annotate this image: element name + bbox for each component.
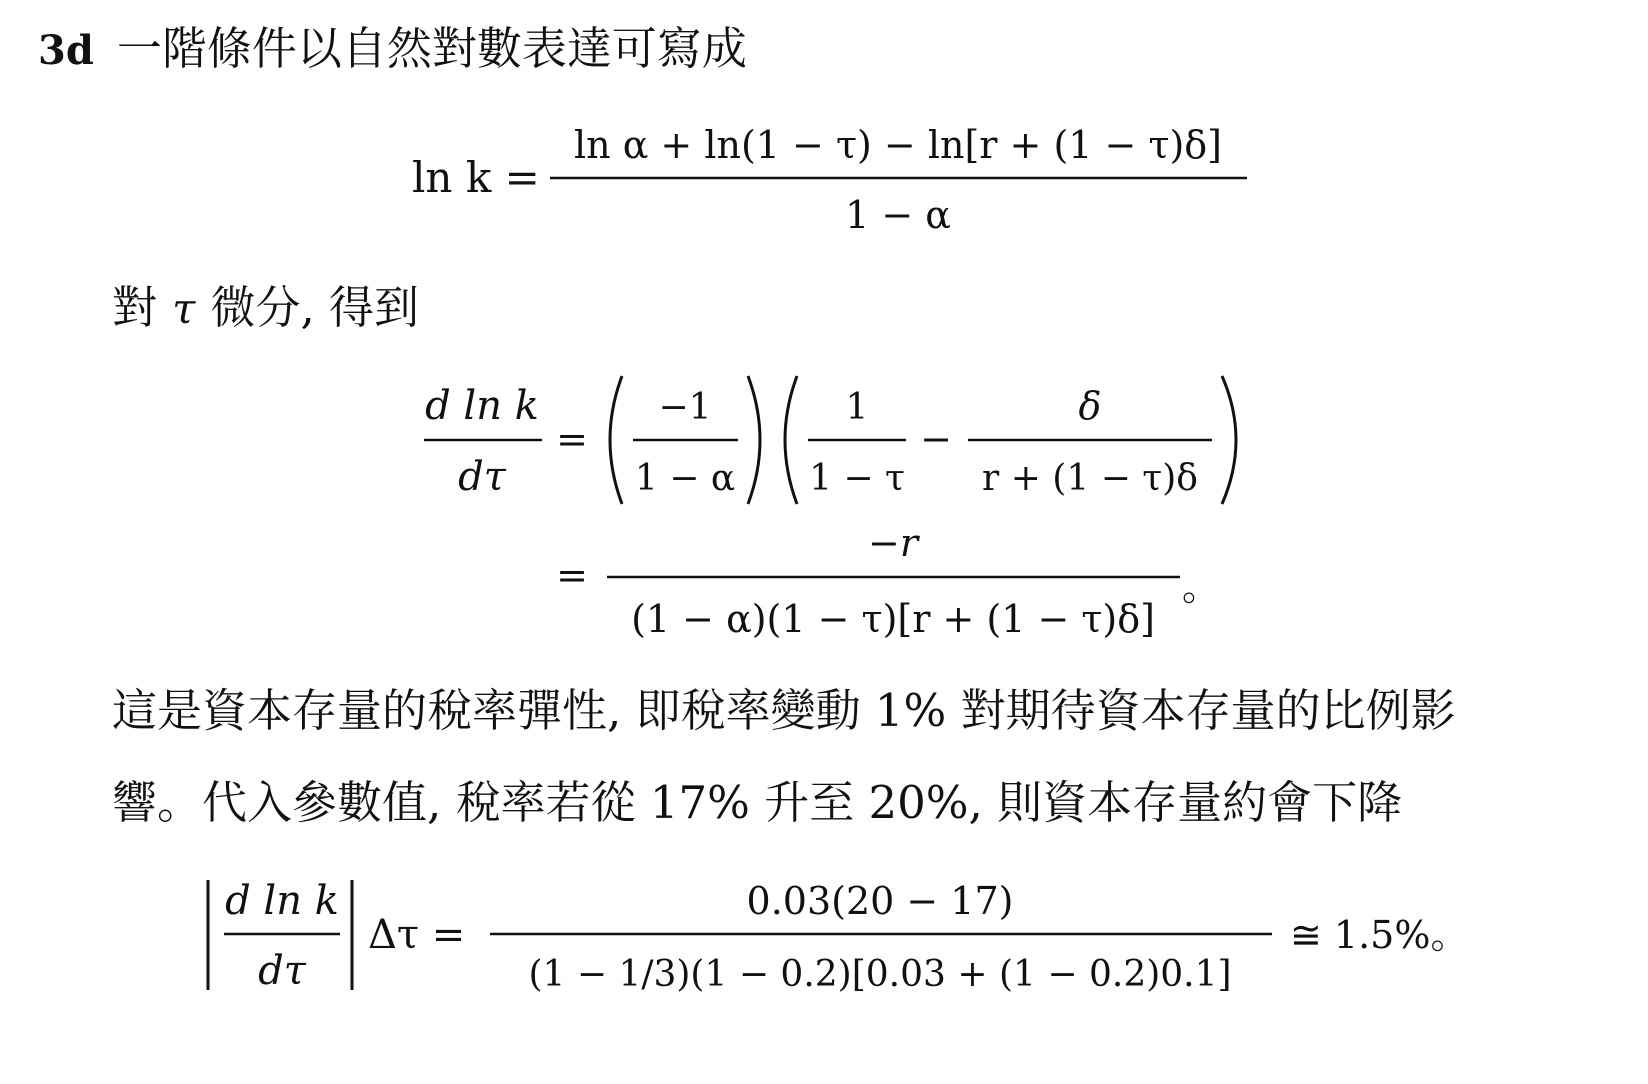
eq2-f3-num: δ [1078,384,1102,428]
intro-variable: τ [172,284,196,333]
paragraph-line-2: 響。代入參數值, 稅率若從 17% 升至 20%, 則資本存量約會下降 [112,776,1403,829]
eq3-abs-num: d ln k [225,878,339,924]
eq2-minus: − [920,417,952,461]
eq2-line2-den: (1 − α)(1 − τ)[r + (1 − τ)δ] [631,597,1155,641]
section-label: 3d [38,27,94,74]
eq2-f2-den: 1 − τ [809,458,905,499]
eq2-paren-right-2 [1222,376,1236,504]
eq1-numerator: ln α + ln(1 − τ) − ln[r + (1 − τ)δ] [573,123,1223,167]
eq2-f3-den: r + (1 − τ)δ [982,458,1198,499]
eq2-line2-equals: = [556,553,588,597]
eq2-f2-num: 1 [845,387,869,428]
eq3-result: ≅ 1.5%。 [1290,913,1469,957]
paragraph-line-1: 這是資本存量的稅率彈性, 即稅率變動 1% 對期待資本存量的比例影 [112,684,1456,737]
eq2-lhs-den: dτ [458,454,506,500]
eq2-f1-den: 1 − α [634,458,736,499]
eq2-f1-num: −1 [658,387,712,428]
eq2-equals: = [556,417,588,461]
heading-text: 一階條件以自然對數表達可寫成 [116,22,747,75]
eq2-line2-end: 。 [1182,565,1221,609]
intro-suffix: 微分, 得到 [210,281,420,334]
eq3-delta: Δτ = [368,912,466,958]
eq3-numerator: 0.03(20 − 17) [746,879,1014,923]
eq3-denominator: (1 − 1/3)(1 − 0.2)[0.03 + (1 − 0.2)0.1] [528,954,1232,995]
eq1-lhs: ln k = [412,153,540,202]
eq3-abs-den: dτ [258,948,306,994]
derivative-intro [112,281,420,334]
eq2-line2-num: −r [867,521,919,565]
eq1-denominator: 1 − α [845,193,951,237]
eq2-lhs-num: d ln k [425,383,539,429]
eq2-paren-left-1 [610,376,622,504]
eq2-paren-left-2 [785,376,797,504]
eq2-paren-right-1 [748,376,760,504]
intro-prefix: 對 [112,281,158,334]
section-heading [38,22,747,75]
